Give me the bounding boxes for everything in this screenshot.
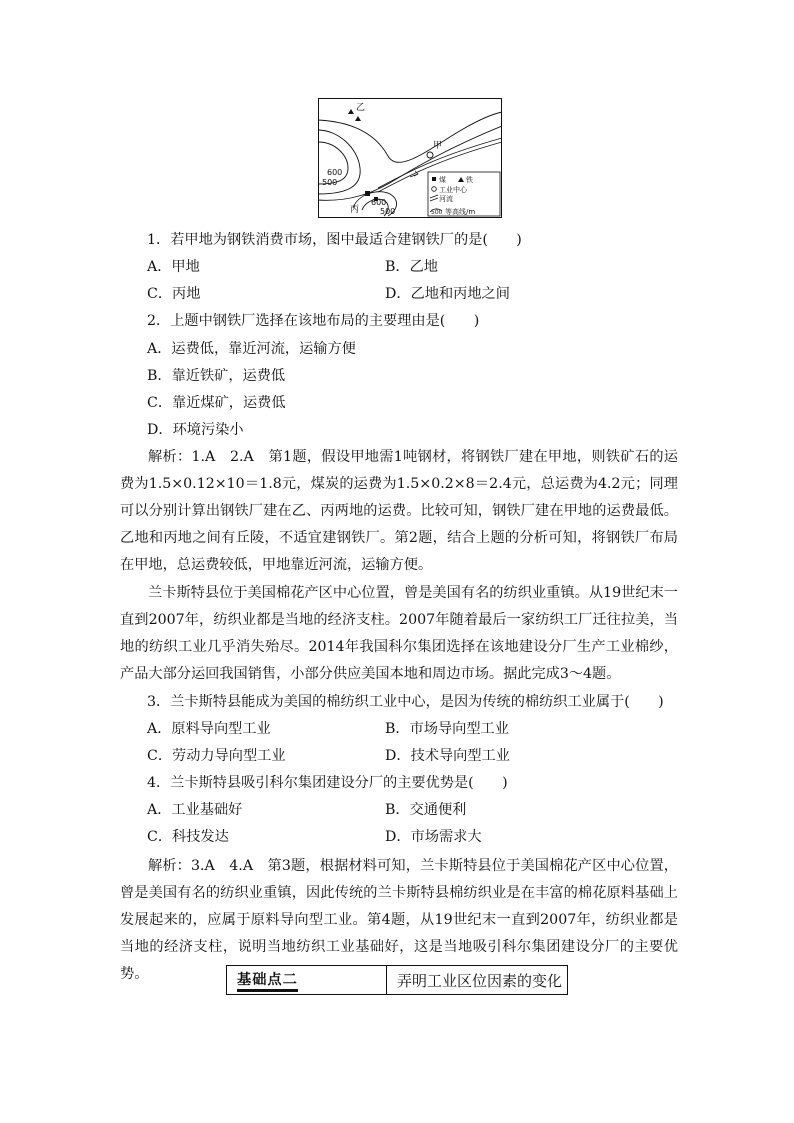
- legend-contour-value: 500: [431, 209, 443, 216]
- industry-center-icon: [427, 152, 433, 158]
- question-4-option-c: C．科技发达: [147, 829, 229, 845]
- label-bing: 丙: [350, 205, 360, 215]
- question-4-option-a: A．工业基础好: [147, 802, 243, 818]
- contour-map-figure: [318, 98, 502, 218]
- question-3-option-c: C．劳动力导向型工业: [147, 748, 286, 764]
- question-2-option-d: D．环境污染小: [147, 422, 244, 438]
- question-1-option-c: C．丙地: [147, 286, 201, 302]
- coal-square-icon: [365, 191, 370, 196]
- question-4-stem: 4．兰卡斯特县吸引科尔集团建设分厂的主要优势是( ): [147, 775, 508, 791]
- question-2-option-a: A．运费低，靠近河流，运输方便: [147, 341, 356, 357]
- question-3-option-a: A．原料导向型工业: [147, 721, 271, 737]
- contour-label-500: 500: [380, 207, 396, 216]
- reading-material: 兰卡斯特县位于美国棉花产区中心位置，曾是美国有名的纺织业重镇。从19世纪末一直到2007年，纺织业都是当地的经济支柱。2007年随着最后一家纺织工厂迁往拉美，当地的纺织工业几乎消失殆尽。2014年我国科尔集团选择在该地建设分厂生产工业棉纱，产品大部分运回我国销售，小部分供应美国本地和周边市场。据此完成3～4题。: [120, 585, 678, 682]
- section-label: 基础点二: [237, 969, 298, 992]
- legend-river: 河流: [439, 195, 453, 203]
- contour-label-600: 600: [327, 168, 343, 177]
- question-3-stem: 3．兰卡斯特县能成为美国的棉纺织工业中心，是因为传统的棉纺织工业属于( ): [147, 694, 664, 710]
- question-1-option-a: A．甲地: [147, 259, 200, 275]
- legend-iron: 铁: [466, 176, 473, 184]
- question-4-option-d: D．市场需求大: [385, 829, 482, 845]
- question-1-stem: 1．若甲地为钢铁消费市场，图中最适合建钢铁厂的是( ): [147, 232, 522, 248]
- question-1-option-d: D．乙地和丙地之间: [385, 286, 510, 302]
- analysis-1: 解析：1.A 2.A 第1题，假设甲地需1吨钢材，将钢铁厂建在甲地，则铁矿石的运费为1.5×0.12×10＝1.8元，煤炭的运费为1.5×0.2×8＝2.4元，总运费为4.2元；同理可以分别计算出钢铁厂建在乙、丙两地的运费。比较可知，钢铁厂建在甲地的运费最低。乙地和丙地之间有丘陵，不适宜建钢铁厂。第2题，结合上题的分析可知，将钢铁厂布局在甲地，总运费较低，甲地靠近河流，运输方便。: [120, 449, 678, 573]
- section-label-cell: [227, 966, 387, 994]
- legend-industry-center: 工业中心: [439, 186, 467, 194]
- question-2-option-c: C．靠近煤矿，运费低: [147, 395, 286, 411]
- analysis-2: 解析：3.A 4.A 第3题，根据材料可知，兰卡斯特县位于美国棉花产区中心位置，曾是美国有名的纺织业重镇，因此传统的兰卡斯特县棉纺织业是在丰富的棉花原料基础上发展起来的，应属于原料导向型工业。第4题，从19世纪末一直到2007年，纺织业都是当地的经济支柱，说明当地纺织工业基础好，这是当地吸引科尔集团建设分厂的主要优势。: [120, 858, 678, 982]
- question-2-stem: 2．上题中钢铁厂选择在该地布局的主要理由是( ): [147, 313, 480, 329]
- contour-label-500: 500: [322, 178, 338, 187]
- map-legend: [428, 172, 500, 216]
- label-yi: 乙: [356, 103, 366, 113]
- legend-coal: 煤: [439, 176, 446, 184]
- label-jia: 甲: [433, 141, 443, 151]
- question-2-option-b: B．靠近铁矿，运费低: [147, 368, 286, 384]
- question-3-option-d: D．技术导向型工业: [385, 748, 510, 764]
- question-3-option-b: B．市场导向型工业: [385, 721, 509, 737]
- contour-label-600: 600: [371, 198, 387, 207]
- question-4-option-b: B．交通便利: [385, 802, 467, 818]
- legend-contour: 等高线/m: [445, 208, 476, 216]
- section-header: [226, 965, 568, 995]
- section-title: 弄明工业区位因素的变化: [397, 971, 563, 990]
- question-1-option-b: B．乙地: [385, 259, 438, 275]
